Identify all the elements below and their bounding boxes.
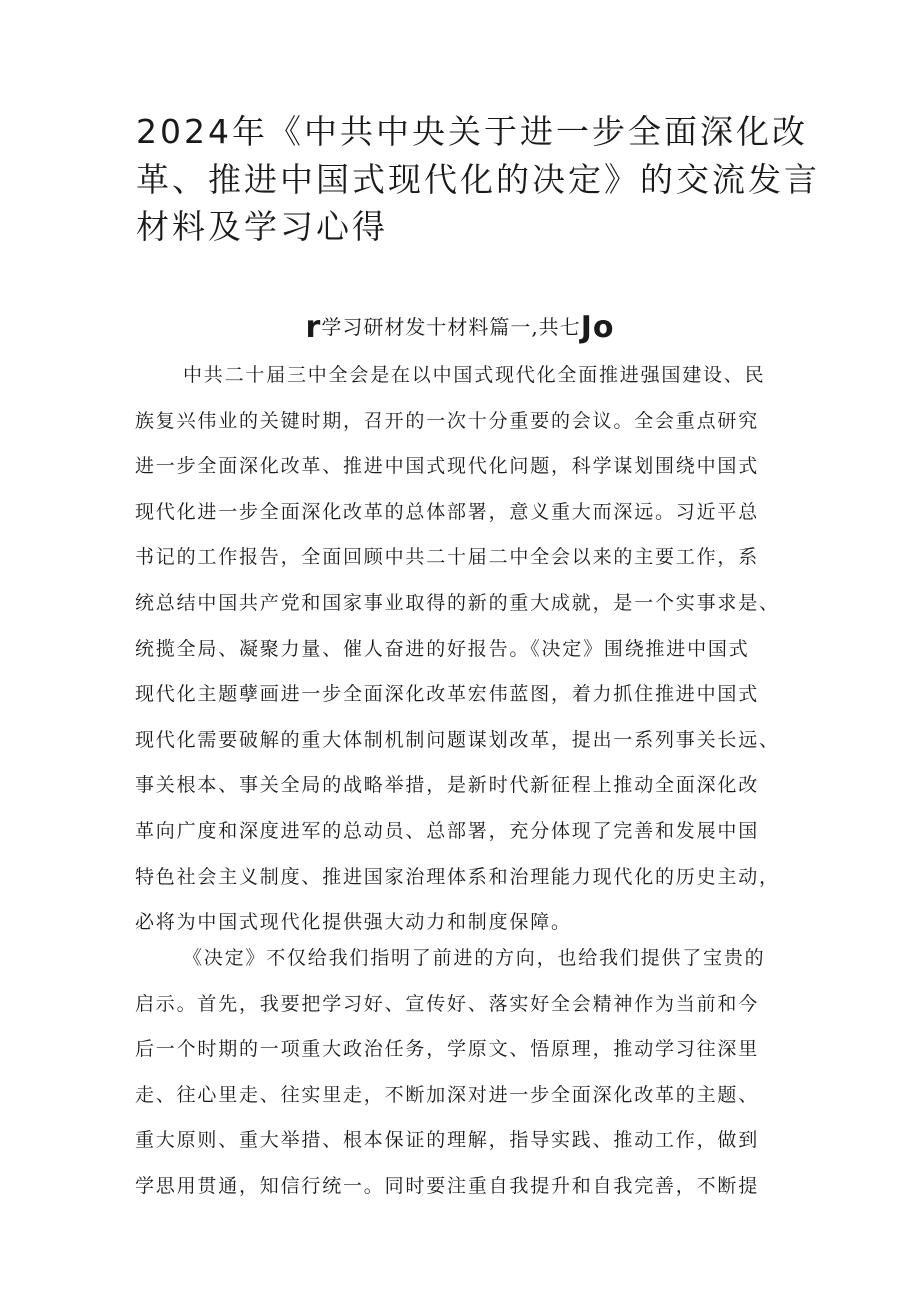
paragraph-line: 现代化进一步全面深化改革的总体部署，意义重大而深远。习近平总 [135, 500, 760, 523]
paragraph-line: 进一步全面深化改革、推进中国式现代化问题，科学谋划围绕中国式 [135, 455, 760, 478]
subheading-text: 学习研材发十材料篇一,共七 [321, 315, 581, 339]
title-line: 2024年《中共中央关于进一步全面深化改 [136, 112, 808, 151]
section-subheading [0, 310, 920, 345]
paragraph-line: 后一个时期的一项重大政治任务，学原文、悟原理，推动学习往深里 [135, 1038, 760, 1061]
paragraph-line: 现代化主题孽画进一步全面深化改革宏伟蓝图，着力抓住推进中国式 [135, 683, 760, 706]
subheading-prefix: r [305, 310, 322, 345]
subheading-suffix: Jo [580, 310, 615, 345]
title-line: 材料及学习心得 [136, 207, 388, 246]
paragraph-line: 统揽全局、凝聚力量、催人奋进的好报告。《决定》围绕推进中国式 [135, 637, 750, 660]
body-paragraph-1 [135, 353, 795, 946]
paragraph-line: 族复兴伟业的关键时期，召开的一次十分重要的会议。全会重点研究 [135, 409, 760, 432]
paragraph-line: 学思用贯通，知信行统一。同时要注重自我提升和自我完善，不断提 [135, 1174, 760, 1197]
paragraph-line: 中共二十届三中全会是在以中国式现代化全面推进强国建设、民 [183, 364, 766, 386]
paragraph-line: 《决定》不仅给我们指明了前进的方向，也给我们提供了宝贵的 [183, 947, 766, 969]
paragraph-line: 书记的工作报告，全面回顾中共二十届二中全会以来的主要工作，系 [135, 546, 760, 569]
paragraph-line: 现代化需要破解的重大体制机制问题谋划改革，提出一系列事关长远、 [135, 728, 780, 751]
paragraph-line: 启示。首先，我要把学习好、宣传好、落实好全会精神作为当前和今 [135, 992, 760, 1015]
paragraph-line: 必将为中国式现代化提供强大动力和制度保障。 [135, 911, 572, 934]
document-title [136, 108, 820, 251]
paragraph-line: 统总结中国共产党和国家事业取得的新的重大成就，是一个实事求是、 [135, 591, 780, 614]
paragraph-line: 特色社会主义制度、推进国家治理体系和治理能力现代化的历史主动， [135, 865, 780, 888]
body-paragraph-2 [135, 936, 795, 1210]
title-line: 革、推进中国式现代化的决定》的交流发言 [136, 159, 820, 199]
paragraph-line: 革向广度和深度进军的总动员、总部署，充分体现了完善和发展中国 [135, 819, 760, 842]
paragraph-line: 事关根本、事关全局的战略举措，是新时代新征程上推动全面深化改 [135, 774, 760, 797]
paragraph-line: 走、往心里走、往实里走，不断加深对进一步全面深化改革的主题、 [135, 1083, 760, 1106]
paragraph-line: 重大原则、重大举措、根本保证的理解，指导实践、推动工作，做到 [135, 1129, 760, 1152]
